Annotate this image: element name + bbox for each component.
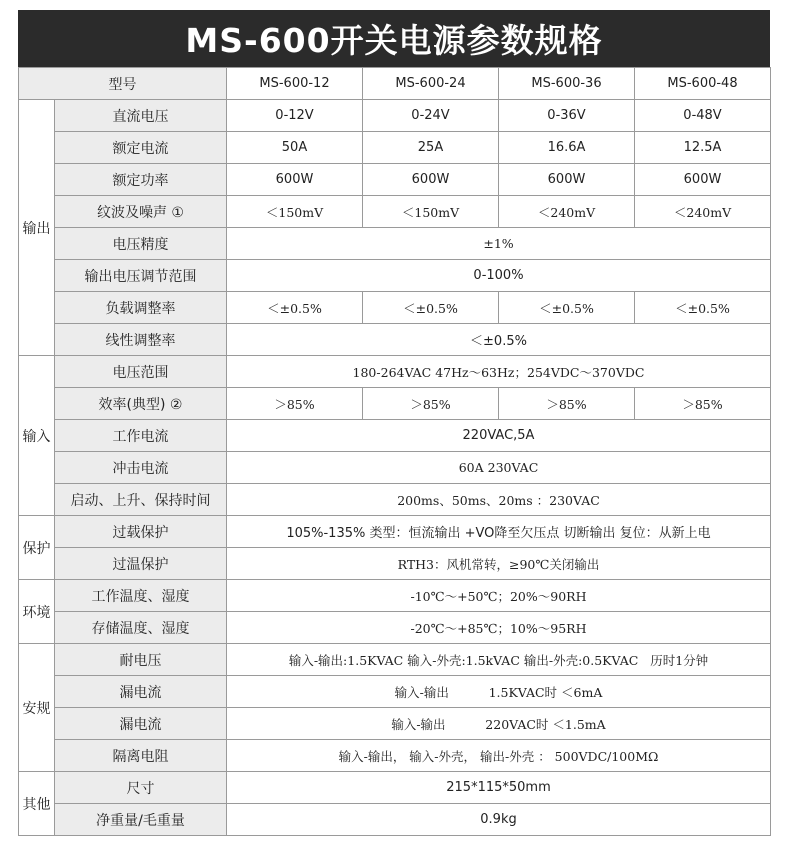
cell-value: ＜±0.5%	[227, 324, 771, 356]
cell-value: ＜±0.5%	[363, 292, 499, 324]
table-row	[19, 804, 771, 836]
group-label-output: 输出	[19, 100, 55, 356]
table-row	[19, 612, 771, 644]
cell-value: -10℃～+50℃；20%～90RH	[227, 580, 771, 612]
cell-value: -20℃～+85℃；10%～95RH	[227, 612, 771, 644]
row-label: 启动、上升、保持时间	[55, 484, 227, 516]
row-label: 冲击电流	[55, 452, 227, 484]
cell-value: 输入-输出 1.5KVAC时 ＜6mA	[227, 676, 771, 708]
row-label: 耐电压	[55, 644, 227, 676]
row-label: 额定功率	[55, 164, 227, 196]
cell-value: 600W	[635, 164, 771, 196]
cell-value: 105%-135% 类型：恒流输出 +VO降至欠压点 切断输出 复位：从新上电	[227, 516, 771, 548]
cell-value: ＜150mV	[227, 196, 363, 228]
table-row	[19, 388, 771, 420]
table-row	[19, 260, 771, 292]
table-row	[19, 644, 771, 676]
cell-value: 215*115*50mm	[227, 772, 771, 804]
table-row	[19, 292, 771, 324]
cell-value: ＜150mV	[363, 196, 499, 228]
row-label: 负载调整率	[55, 292, 227, 324]
cell-value: 0-48V	[635, 100, 771, 132]
row-label: 效率(典型) ②	[55, 388, 227, 420]
table-row	[19, 356, 771, 388]
group-label-protection: 保护	[19, 516, 55, 580]
row-label: 电压精度	[55, 228, 227, 260]
cell-value: ＜240mV	[635, 196, 771, 228]
table-row	[19, 676, 771, 708]
cell-value: 600W	[363, 164, 499, 196]
table-row	[19, 772, 771, 804]
cell-value: 60A 230VAC	[227, 452, 771, 484]
table-row	[19, 228, 771, 260]
cell-value: ＞85%	[635, 388, 771, 420]
row-label: 直流电压	[55, 100, 227, 132]
table-row	[19, 484, 771, 516]
row-label: 工作温度、湿度	[55, 580, 227, 612]
cell-value: ＜±0.5%	[227, 292, 363, 324]
cell-value: ＜±0.5%	[499, 292, 635, 324]
table-row	[19, 324, 771, 356]
row-label: 输出电压调节范围	[55, 260, 227, 292]
row-label: 尺寸	[55, 772, 227, 804]
cell-value: 600W	[227, 164, 363, 196]
cell-value: 600W	[499, 164, 635, 196]
table-row	[19, 164, 771, 196]
cell-value: 50A	[227, 132, 363, 164]
cell-value: ±1%	[227, 228, 771, 260]
header-model-label: 型号	[19, 68, 227, 100]
row-label: 过温保护	[55, 548, 227, 580]
group-label-environment: 环境	[19, 580, 55, 644]
spec-table	[18, 67, 771, 836]
cell-value: 0.9kg	[227, 804, 771, 836]
page-title: MS-600开关电源参数规格	[18, 10, 770, 67]
cell-value: ＜240mV	[499, 196, 635, 228]
model-header: MS-600-48	[635, 68, 771, 100]
cell-value: 0-100%	[227, 260, 771, 292]
table-row	[19, 420, 771, 452]
table-row	[19, 516, 771, 548]
group-label-input: 输入	[19, 356, 55, 516]
cell-value: 180-264VAC 47Hz～63Hz；254VDC～370VDC	[227, 356, 771, 388]
cell-value: 220VAC,5A	[227, 420, 771, 452]
table-row	[19, 100, 771, 132]
cell-value: 0-36V	[499, 100, 635, 132]
table-row	[19, 196, 771, 228]
row-label: 存储温度、湿度	[55, 612, 227, 644]
table-row	[19, 708, 771, 740]
row-label: 隔离电阻	[55, 740, 227, 772]
model-header: MS-600-24	[363, 68, 499, 100]
row-label: 额定电流	[55, 132, 227, 164]
cell-value: 输入-输出， 输入-外壳， 输出-外壳 ： 500VDC/100MΩ	[227, 740, 771, 772]
cell-value: 16.6A	[499, 132, 635, 164]
table-row	[19, 132, 771, 164]
cell-value: 0-24V	[363, 100, 499, 132]
cell-value: ＞85%	[499, 388, 635, 420]
table-header-row	[19, 68, 771, 100]
cell-value: 200ms、50ms、20ms ：230VAC	[227, 484, 771, 516]
row-label: 线性调整率	[55, 324, 227, 356]
table-row	[19, 452, 771, 484]
cell-value: ＜±0.5%	[635, 292, 771, 324]
cell-value: ＞85%	[363, 388, 499, 420]
cell-value: 12.5A	[635, 132, 771, 164]
cell-value: 0-12V	[227, 100, 363, 132]
model-header: MS-600-12	[227, 68, 363, 100]
model-header: MS-600-36	[499, 68, 635, 100]
cell-value: ＞85%	[227, 388, 363, 420]
cell-value: 输入-输出 220VAC时 ＜1.5mA	[227, 708, 771, 740]
row-label: 过载保护	[55, 516, 227, 548]
row-label: 电压范围	[55, 356, 227, 388]
row-label: 漏电流	[55, 708, 227, 740]
row-label: 漏电流	[55, 676, 227, 708]
group-label-other: 其他	[19, 772, 55, 836]
cell-value: 输入-输出:1.5KVAC 输入-外壳:1.5kVAC 输出-外壳:0.5KVAC 历时1分钟	[227, 644, 771, 676]
table-row	[19, 580, 771, 612]
row-label: 净重量/毛重量	[55, 804, 227, 836]
cell-value: RTH3：风机常转，≥90℃关闭输出	[227, 548, 771, 580]
table-row	[19, 740, 771, 772]
table-row	[19, 548, 771, 580]
row-label: 纹波及噪声 ①	[55, 196, 227, 228]
cell-value: 25A	[363, 132, 499, 164]
group-label-safety: 安规	[19, 644, 55, 772]
row-label: 工作电流	[55, 420, 227, 452]
